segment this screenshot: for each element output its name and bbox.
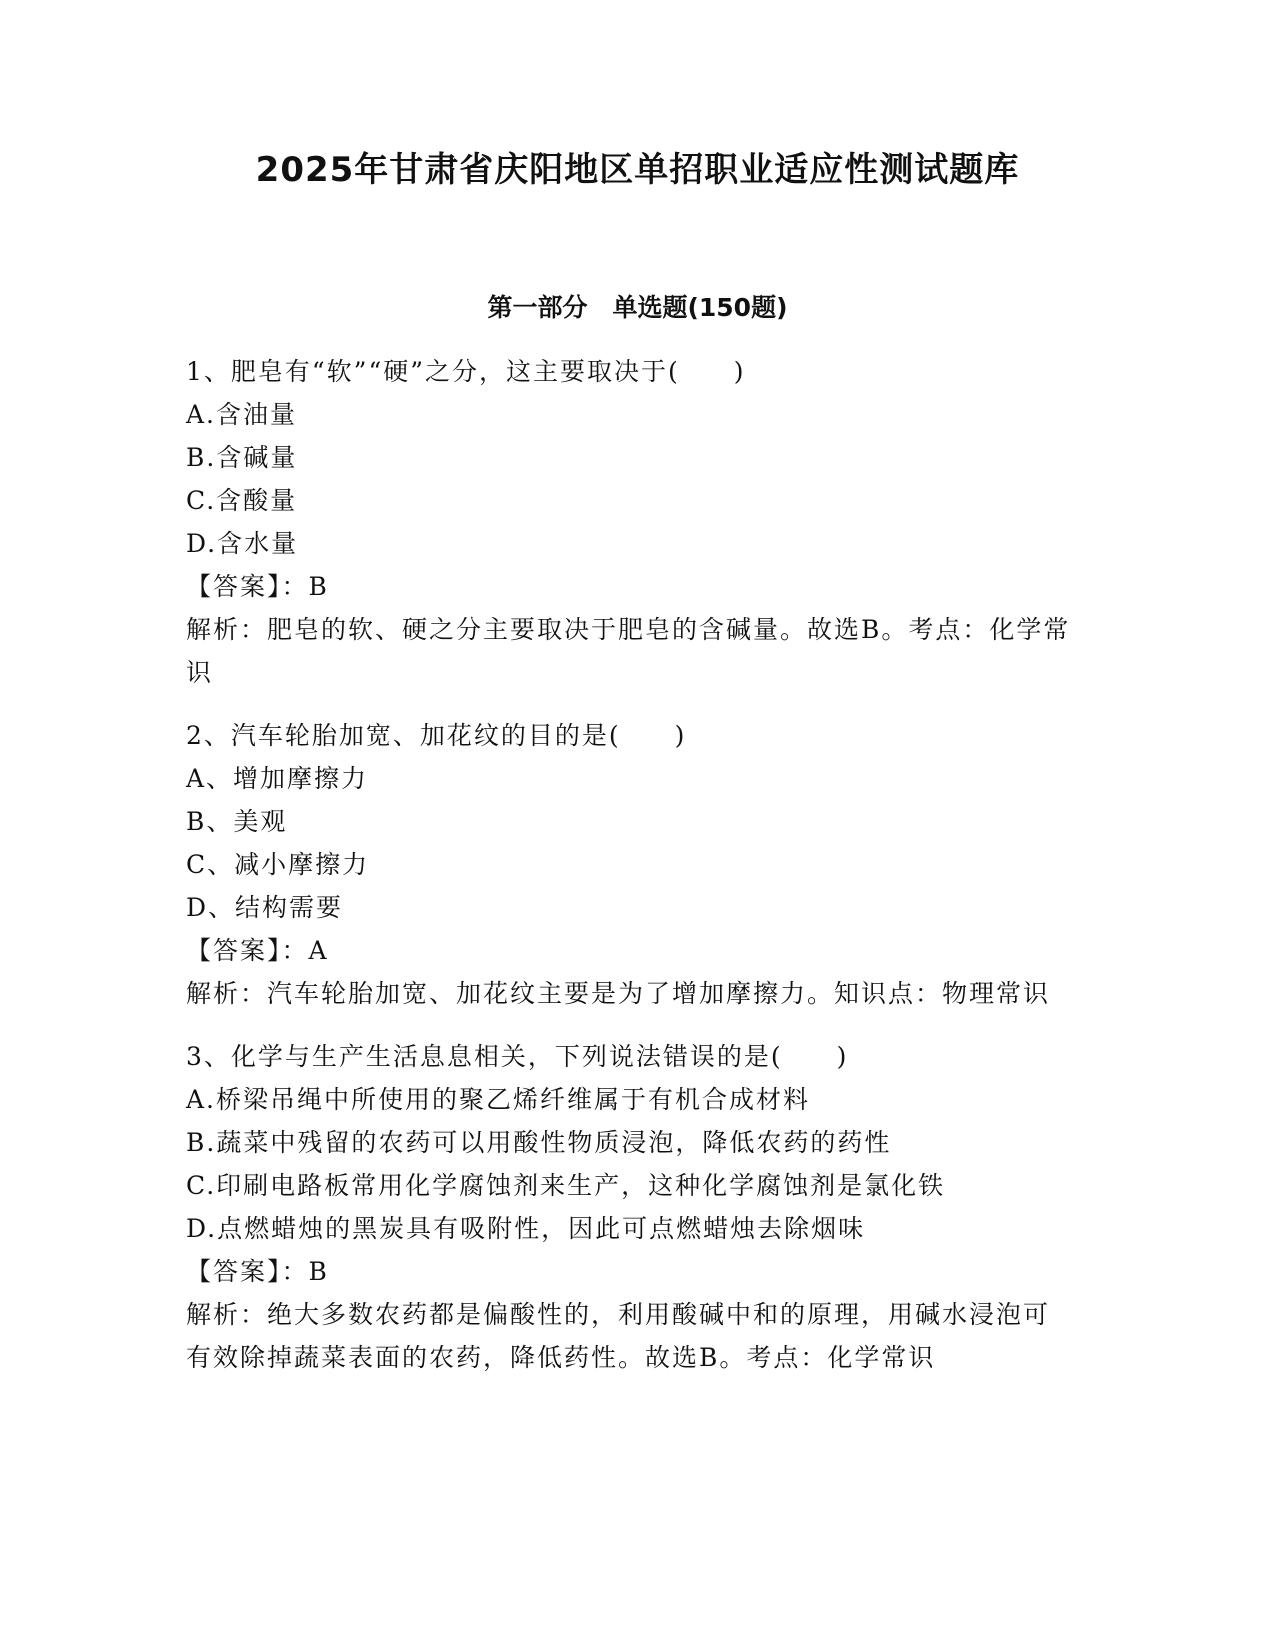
option-c: C.含酸量 [186,486,298,515]
analysis: 解析：肥皂的软、硬之分主要取决于肥皂的含碱量。故选B。考点：化学常识 [186,615,1071,687]
option-b: B.蔬菜中残留的农药可以用酸性物质浸泡，降低农药的药性 [186,1128,892,1157]
question-stem: 2、汽车轮胎加宽、加花纹的目的是( ) [186,721,687,750]
option-a: A.桥梁吊绳中所使用的聚乙烯纤维属于有机合成材料 [186,1085,811,1114]
question-stem: 1、肥皂有“软”“硬”之分，这主要取决于( ) [186,357,746,386]
analysis: 解析：绝大多数农药都是偏酸性的，利用酸碱中和的原理，用碱水浸泡可有效除掉蔬菜表面的农药，降低药性。故选B。考点：化学常识 [186,1300,1051,1372]
document-title: 2025年甘肃省庆阳地区单招职业适应性测试题库 [255,150,1020,190]
option-d: D.点燃蜡烛的黑炭具有吸附性，因此可点燃蜡烛去除烟味 [186,1214,866,1243]
answer: 【答案】：A [186,936,329,965]
section-title: 第一部分 单选题(150题) [487,293,788,322]
question-3 [186,1035,1086,1379]
option-d: D.含水量 [186,529,299,558]
question-1 [186,350,1086,694]
question-2 [186,714,1086,1015]
option-d: D、结构需要 [186,893,344,922]
answer: 【答案】：B [186,1257,329,1286]
question-list [186,350,1086,1399]
option-a: A.含油量 [186,400,298,429]
analysis: 解析：汽车轮胎加宽、加花纹主要是为了增加摩擦力。知识点：物理常识 [186,979,1051,1008]
option-b: B、美观 [186,807,288,836]
answer: 【答案】：B [186,572,329,601]
option-b: B.含碱量 [186,443,298,472]
option-c: C、减小摩擦力 [186,850,370,879]
option-a: A、增加摩擦力 [186,764,369,793]
option-c: C.印刷电路板常用化学腐蚀剂来生产，这种化学腐蚀剂是氯化铁 [186,1171,946,1200]
question-stem: 3、化学与生产生活息息相关，下列说法错误的是( ) [186,1042,849,1071]
